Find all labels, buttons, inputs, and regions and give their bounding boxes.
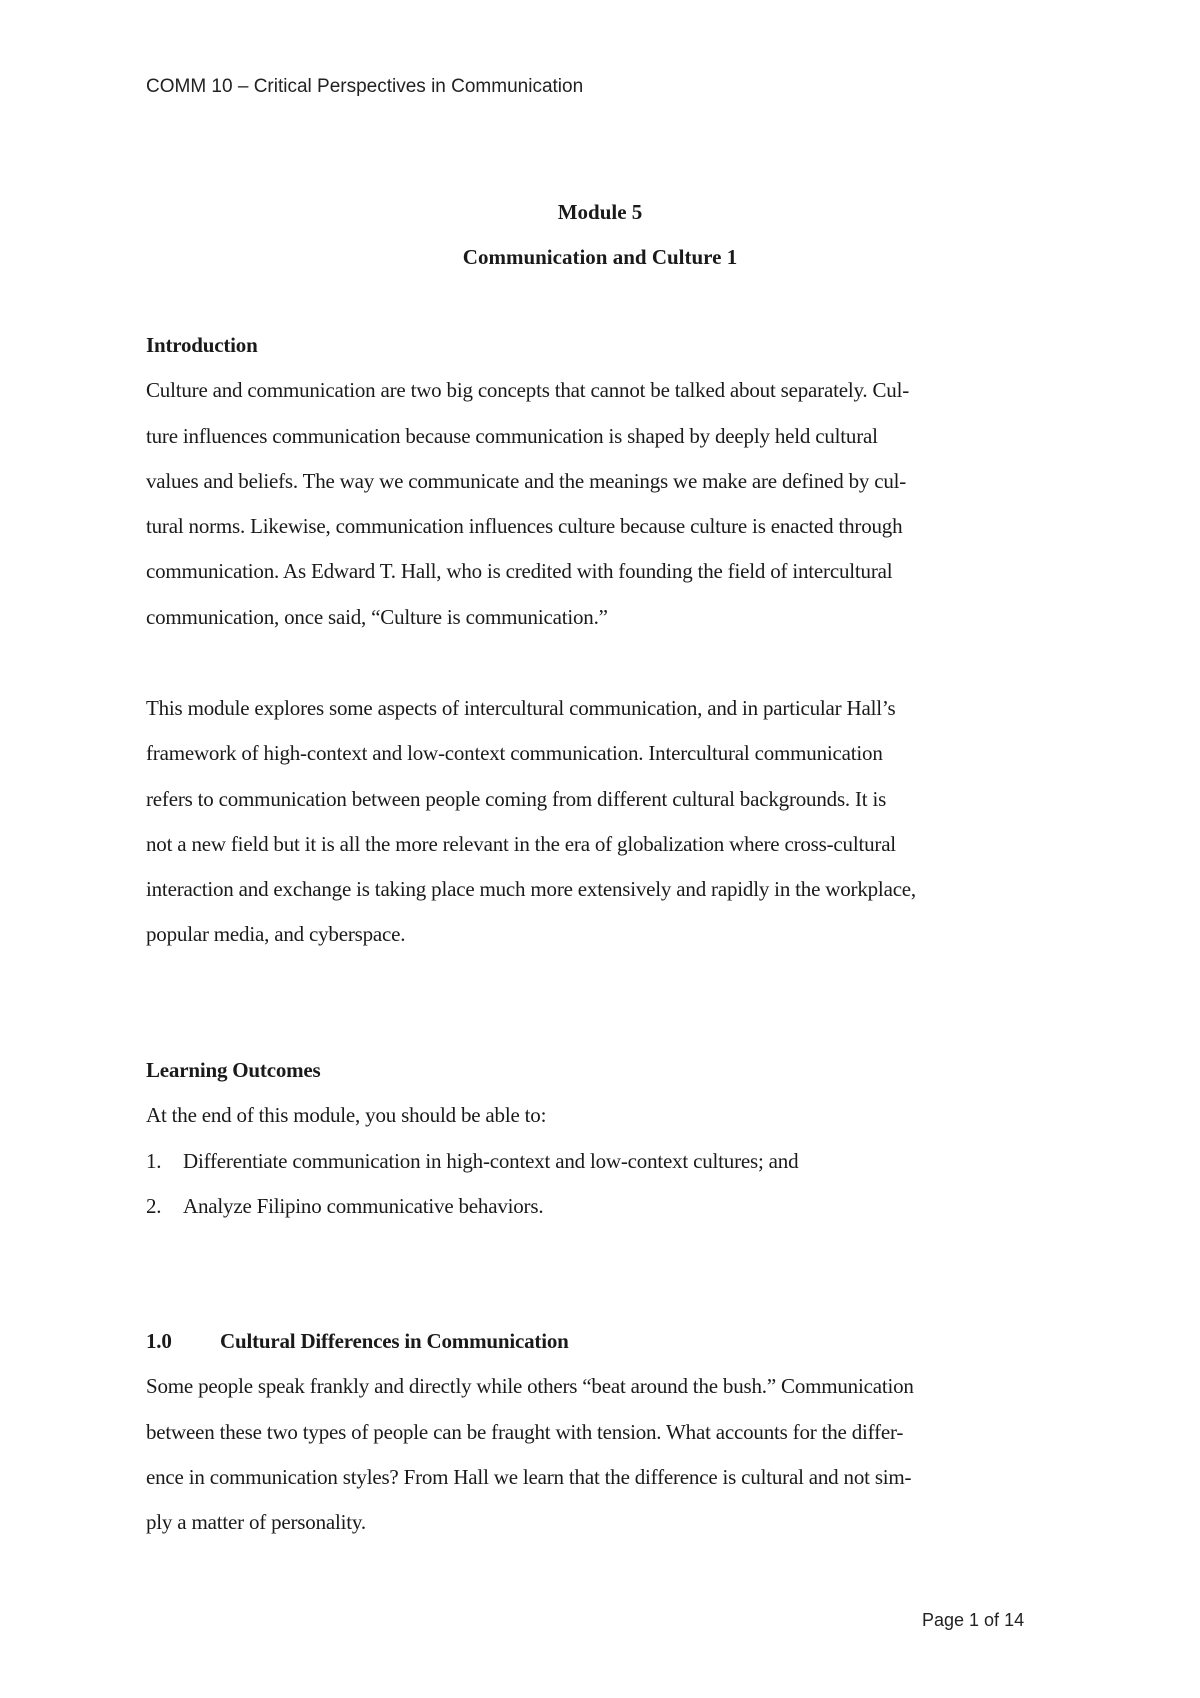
outcome-text: Analyze Filipino communicative behaviors. — [183, 1193, 544, 1218]
learning-outcomes-section — [146, 1048, 1066, 1229]
paragraph-line: communication. As Edward T. Hall, who is credited with founding the field of intercultural — [146, 559, 893, 584]
learning-outcomes-heading: Learning Outcomes — [146, 1058, 321, 1082]
paragraph-line: communication, once said, “Culture is communication.” — [146, 604, 608, 629]
learning-outcomes-intro: At the end of this module, you should be able to: — [146, 1103, 547, 1128]
paragraph-line: ence in communication styles? From Hall we learn that the difference is cultural and not sim- — [146, 1464, 912, 1489]
page-header: COMM 10 – Critical Perspectives in Communication — [146, 76, 584, 97]
paragraph-line: Culture and communication are two big concepts that cannot be talked about separately. Cul- — [146, 378, 910, 403]
outcome-number: 1. — [146, 1148, 162, 1173]
paragraph-line: This module explores some aspects of intercultural communication, and in particular Hall’s — [146, 696, 896, 720]
paragraph-line: between these two types of people can be fraught with tension. What accounts for the differ- — [146, 1419, 904, 1444]
section-number: 1.0 — [146, 1329, 172, 1353]
paragraph-line: not a new field but it is all the more relevant in the era of globalization where cross-cultural — [146, 831, 896, 856]
paragraph-line: popular media, and cyberspace. — [146, 922, 406, 947]
module-title: Communication and Culture 1 — [462, 245, 738, 269]
introduction-paragraph-2 — [146, 686, 1066, 958]
introduction-section — [146, 323, 1066, 640]
outcome-number: 2. — [146, 1193, 162, 1218]
section-1 — [146, 1319, 1066, 1545]
module-number: Module 5 — [557, 200, 643, 224]
page-number: Page 1 of 14 — [922, 1610, 1025, 1630]
introduction-heading: Introduction — [146, 333, 258, 357]
outcome-text: Differentiate communication in high-context and low-context cultures; and — [183, 1148, 799, 1173]
paragraph-line: framework of high-context and low-context communication. Intercultural communication — [146, 741, 883, 766]
paragraph-line: interaction and exchange is taking place much more extensively and rapidly in the workplace, — [146, 877, 916, 902]
outcome-item — [146, 1139, 1066, 1184]
paragraph-line: ply a matter of personality. — [146, 1510, 366, 1535]
section-1-heading — [146, 1319, 1066, 1364]
outcome-item — [146, 1184, 1066, 1229]
paragraph-line: ture influences communication because communication is shaped by deeply held cultural — [146, 423, 878, 448]
section-title: Cultural Differences in Communication — [220, 1329, 569, 1353]
paragraph-line: Some people speak frankly and directly while others “beat around the bush.” Communication — [146, 1374, 914, 1399]
paragraph-line: values and beliefs. The way we communicate and the meanings we make are defined by cul- — [146, 468, 907, 493]
paragraph-line: tural norms. Likewise, communication influences culture because culture is enacted through — [146, 514, 903, 539]
paragraph-line: refers to communication between people coming from different cultural backgrounds. It is — [146, 786, 887, 811]
